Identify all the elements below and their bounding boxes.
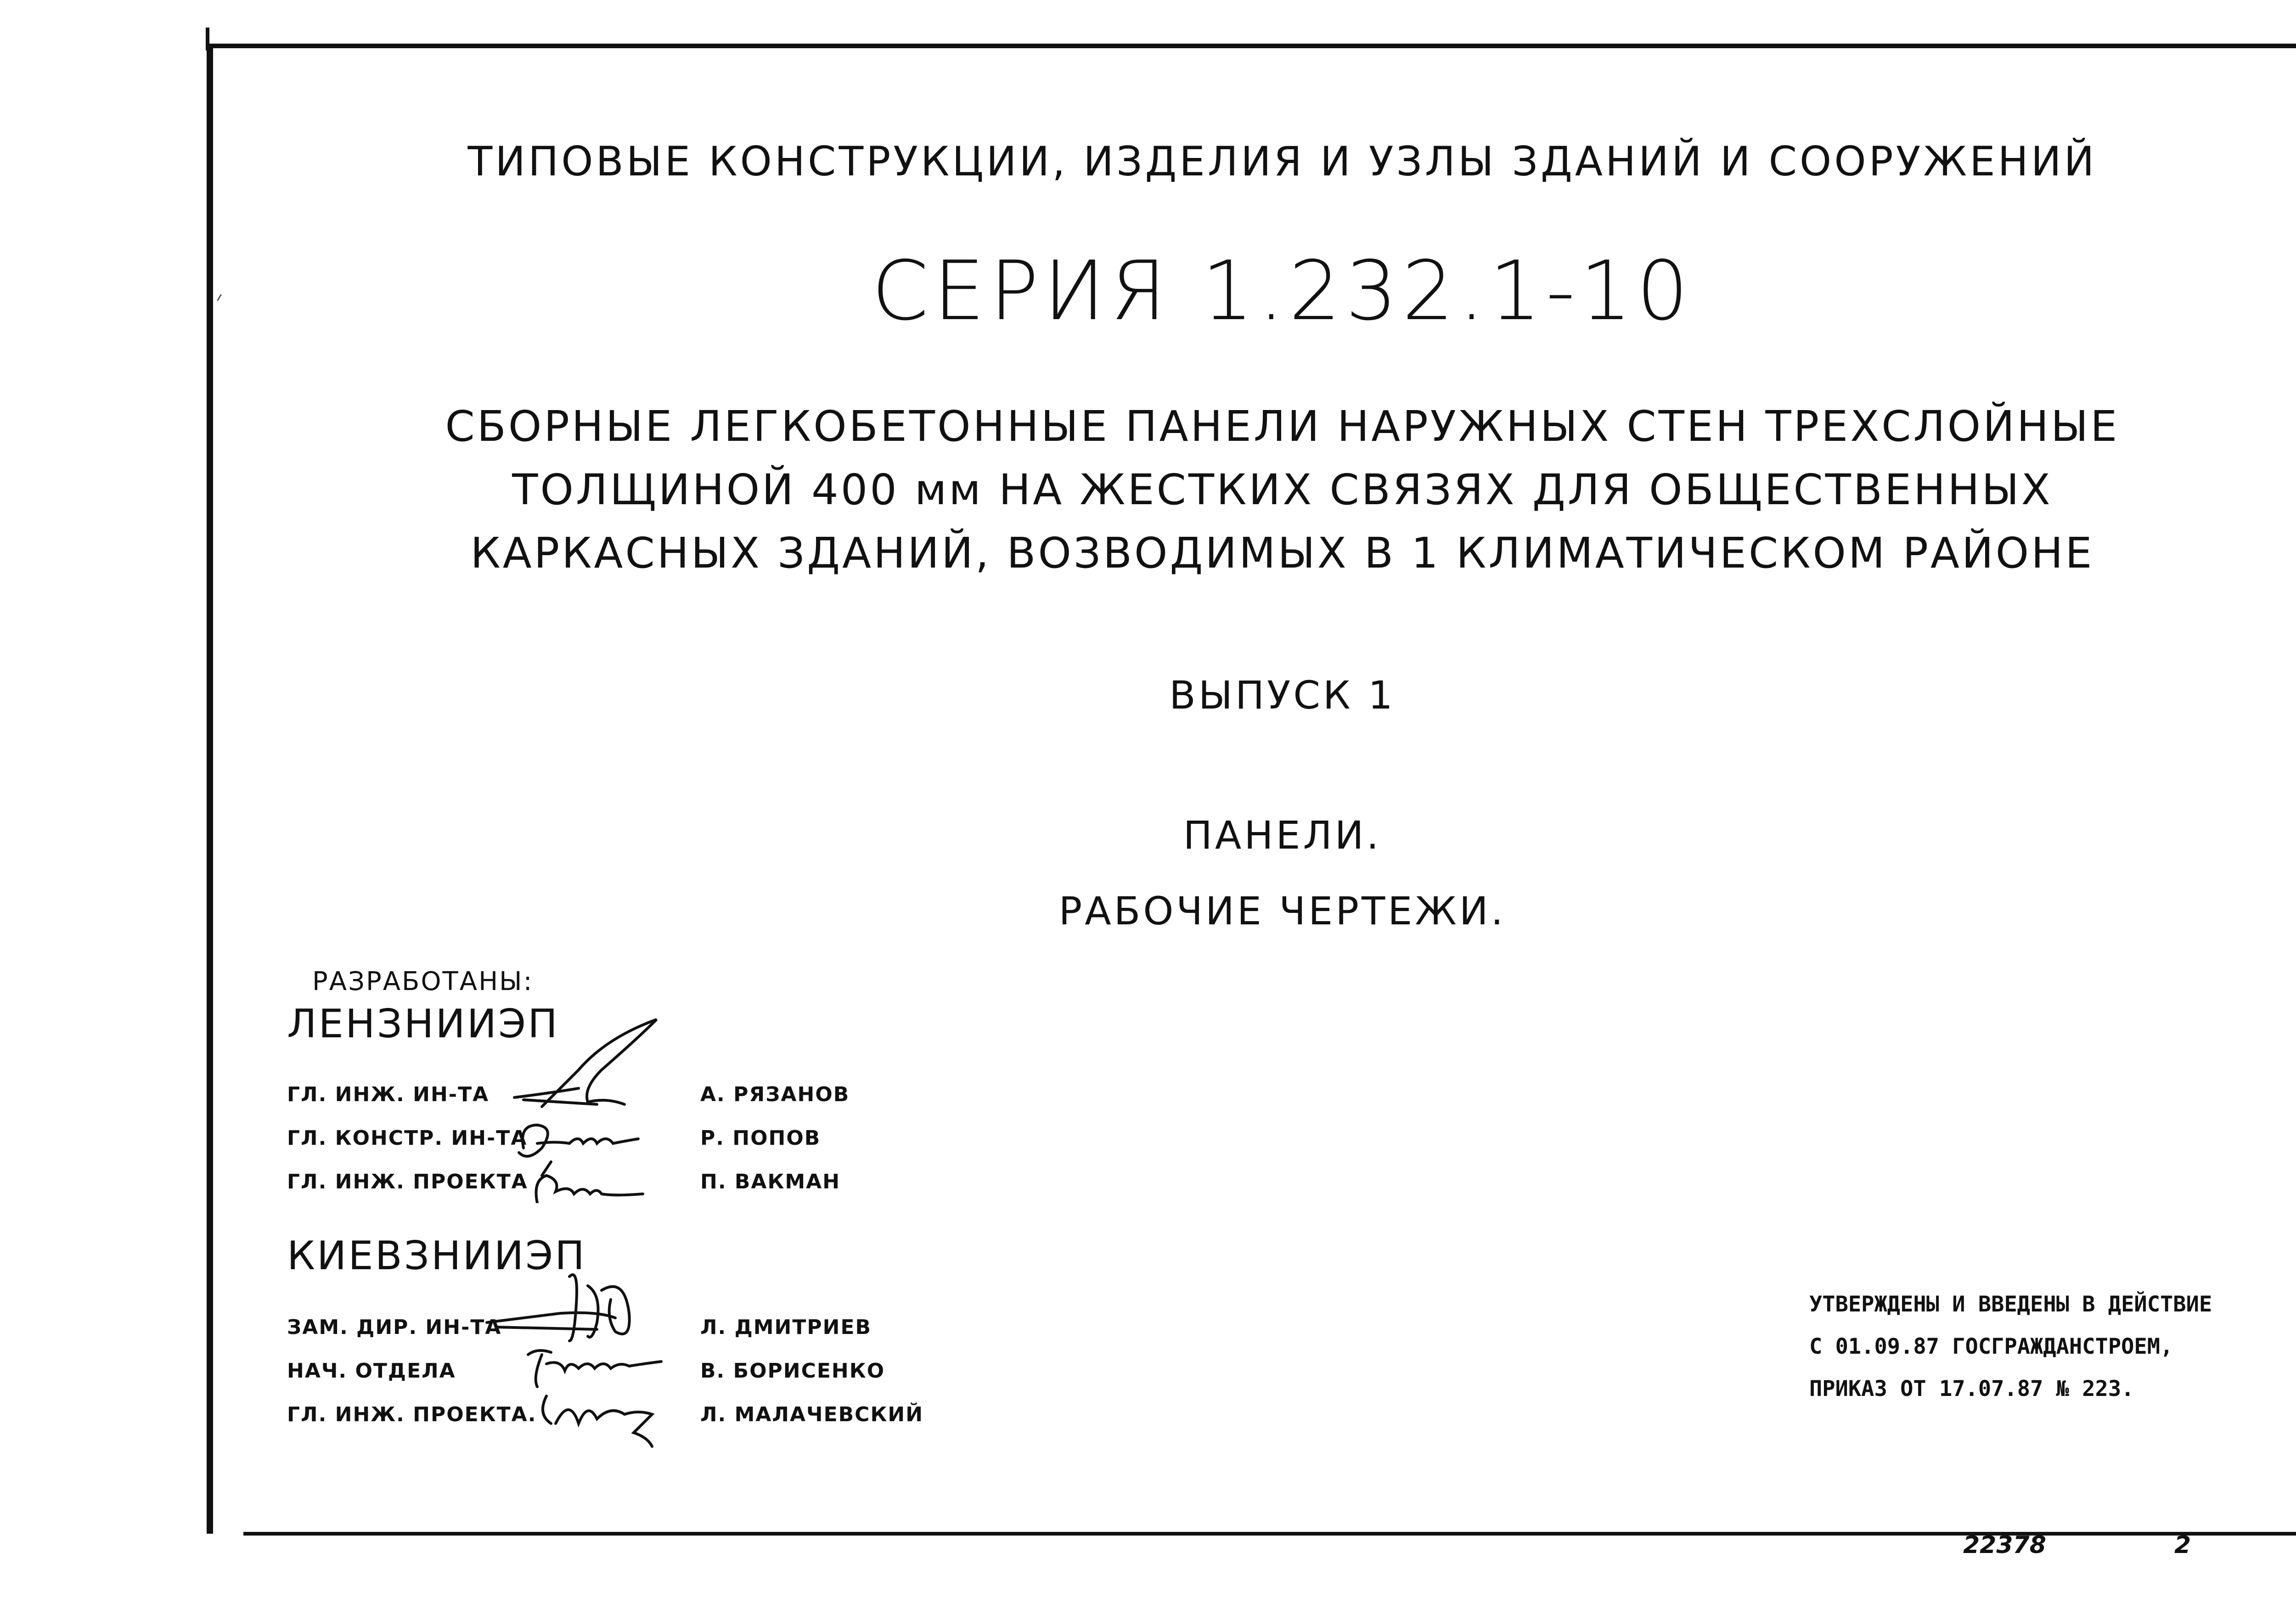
issue-label: ВЫПУСК 1	[1169, 673, 1396, 718]
description-line: КАРКАСНЫХ ЗДАНИЙ, ВОЗВОДИМЫХ В 1 КЛИМАТИЧЕСКОМ РАЙОНЕ	[470, 529, 2094, 578]
description	[0, 395, 2296, 585]
staff-name: П. ВАКМАН	[700, 1170, 841, 1193]
document-number: 22378	[1963, 1531, 2046, 1559]
signature-popov	[519, 1125, 638, 1156]
sheet-number: 2	[2174, 1531, 2191, 1559]
staff-name: Р. ПОПОВ	[700, 1126, 821, 1150]
staff-position: НАЧ. ОТДЕЛА	[287, 1359, 456, 1383]
org-name: КИЕВЗНИИЭП	[287, 1233, 586, 1279]
developers-label: РАЗРАБОТАНЫ:	[312, 967, 534, 996]
approval-line: УТВЕРЖДЕНЫ И ВВЕДЕНЫ В ДЕЙСТВИЕ	[1809, 1292, 2212, 1317]
approval-line: С 01.09.87 ГОСГРАЖДАНСТРОЕМ,	[1809, 1334, 2173, 1359]
staff-name: В. БОРИСЕНКО	[700, 1359, 885, 1383]
staff-position: ЗАМ. ДИР. ИН-ТА	[287, 1316, 502, 1339]
staff-position: ГЛ. ИНЖ. ПРОЕКТА	[287, 1170, 528, 1193]
description-line: ТОЛЩИНОЙ 400 мм НА ЖЕСТКИХ СВЯЗЯХ ДЛЯ ОБЩЕСТВЕННЫХ	[512, 465, 2053, 514]
staff-position: ГЛ. ИНЖ. ИН-ТА	[287, 1083, 490, 1106]
signatures-group-2	[478, 1249, 698, 1465]
staff-name: А. РЯЗАНОВ	[700, 1083, 850, 1106]
doc-type-label: РАБОЧИЕ ЧЕРТЕЖИ.	[1058, 889, 1506, 934]
approval-line: ПРИКАЗ ОТ 17.07.87 № 223.	[1809, 1376, 2134, 1401]
org-name: ЛЕНЗНИИЭП	[287, 1001, 559, 1047]
subject-label: ПАНЕЛИ.	[1183, 813, 1382, 858]
description-line: СБОРНЫЕ ЛЕГКОБЕТОННЫЕ ПАНЕЛИ НАРУЖНЫХ СТЕН ТРЕХСЛОЙНЫЕ	[445, 402, 2120, 451]
series-title: СЕРИЯ 1.232.1-10	[872, 243, 1693, 338]
approval-note	[1809, 1283, 2212, 1410]
signature-ryazanov	[514, 1019, 657, 1107]
signatures-group-1	[487, 1010, 680, 1203]
signature-malachevsky	[543, 1396, 652, 1446]
staff-position: ГЛ. КОНСТР. ИН-ТА	[287, 1126, 528, 1150]
signature-vakman	[536, 1162, 643, 1203]
staff-name: Л. МАЛАЧЕВСКИЙ	[700, 1403, 924, 1426]
signature-borisenko	[528, 1350, 661, 1387]
staff-name: Л. ДМИТРИЕВ	[700, 1316, 872, 1339]
signature-dmitriev	[487, 1275, 630, 1341]
header-line: ТИПОВЫЕ КОНСТРУКЦИИ, ИЗДЕЛИЯ И УЗЛЫ ЗДАНИЙ И СООРУЖЕНИЙ	[467, 138, 2097, 185]
staff-position: ГЛ. ИНЖ. ПРОЕКТА.	[287, 1403, 537, 1426]
